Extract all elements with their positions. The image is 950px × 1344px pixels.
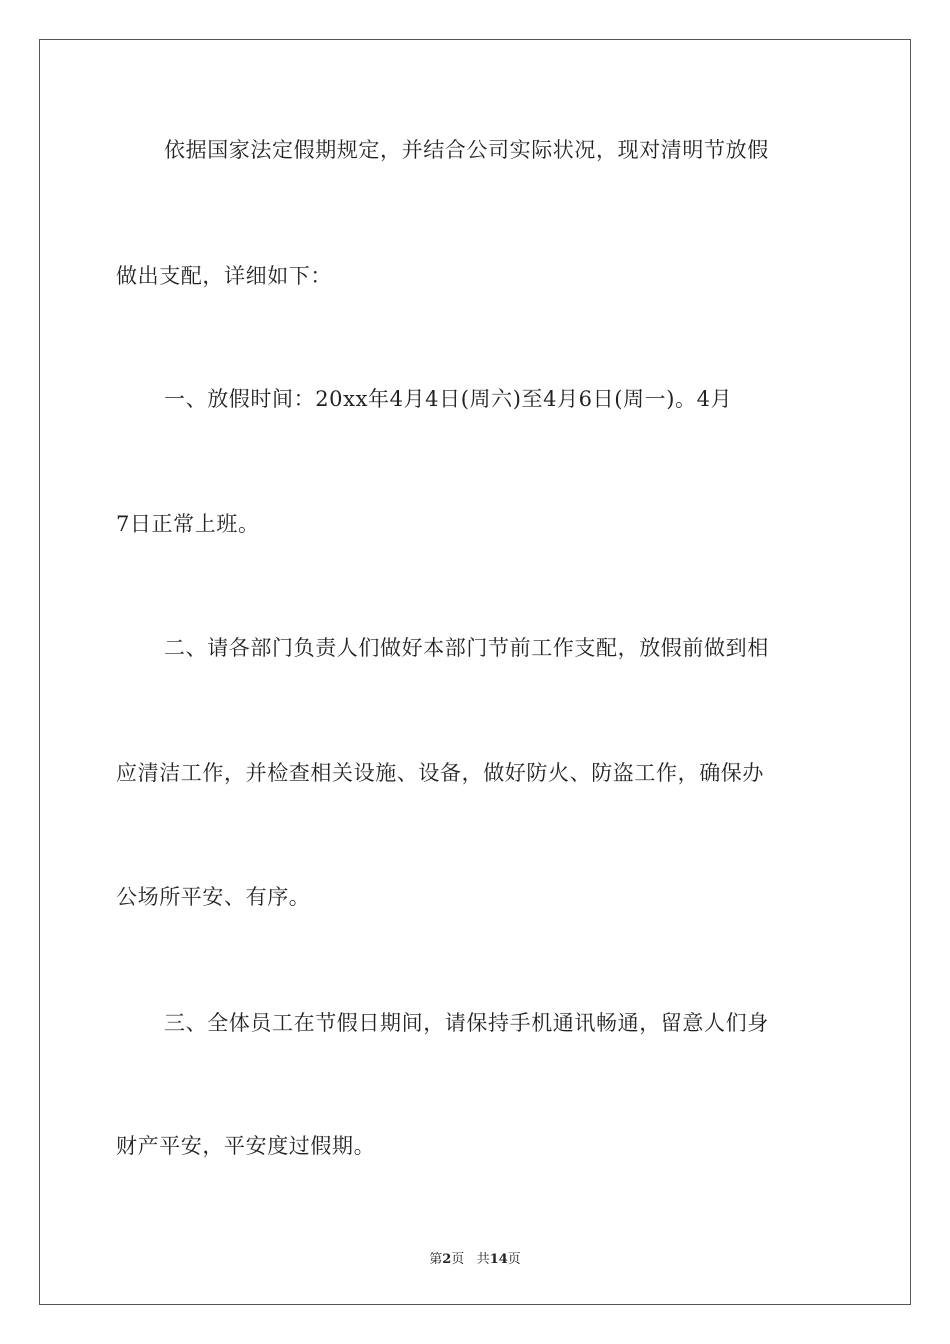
footer-total-suffix: 页	[507, 1252, 521, 1267]
item-two-line-1: 二、请各部门负责人们做好本部门节前工作支配，放假前做到相	[164, 636, 769, 660]
item-three-line-2: 财产平安，平安度过假期。	[116, 1134, 376, 1158]
page-footer	[0, 1248, 950, 1267]
intro-line-1: 依据国家法定假期规定，并结合公司实际状况，现对清明节放假	[164, 138, 769, 162]
footer-page-prefix: 第	[429, 1252, 443, 1267]
item-one-line-2: 7日正常上班。	[116, 512, 260, 536]
intro-line-2: 做出支配，详细如下：	[116, 264, 332, 288]
footer-total-pages: 14	[489, 1252, 508, 1267]
item-two-line-2: 应清洁工作，并检查相关设施、设备，做好防火、防盗工作，确保办	[116, 761, 764, 785]
item-one-line-1: 一、放假时间：20xx年4月4日(周六)至4月6日(周一)。4月	[164, 387, 733, 411]
footer-total-prefix: 共	[476, 1252, 490, 1267]
footer-page-number: 2	[442, 1252, 452, 1267]
page-border	[39, 39, 911, 1305]
item-two-line-3: 公场所平安、有序。	[116, 885, 311, 909]
footer-page-suffix: 页	[451, 1252, 465, 1267]
item-three-line-1: 三、全体员工在节假日期间，请保持手机通讯畅通，留意人们身	[164, 1011, 769, 1035]
